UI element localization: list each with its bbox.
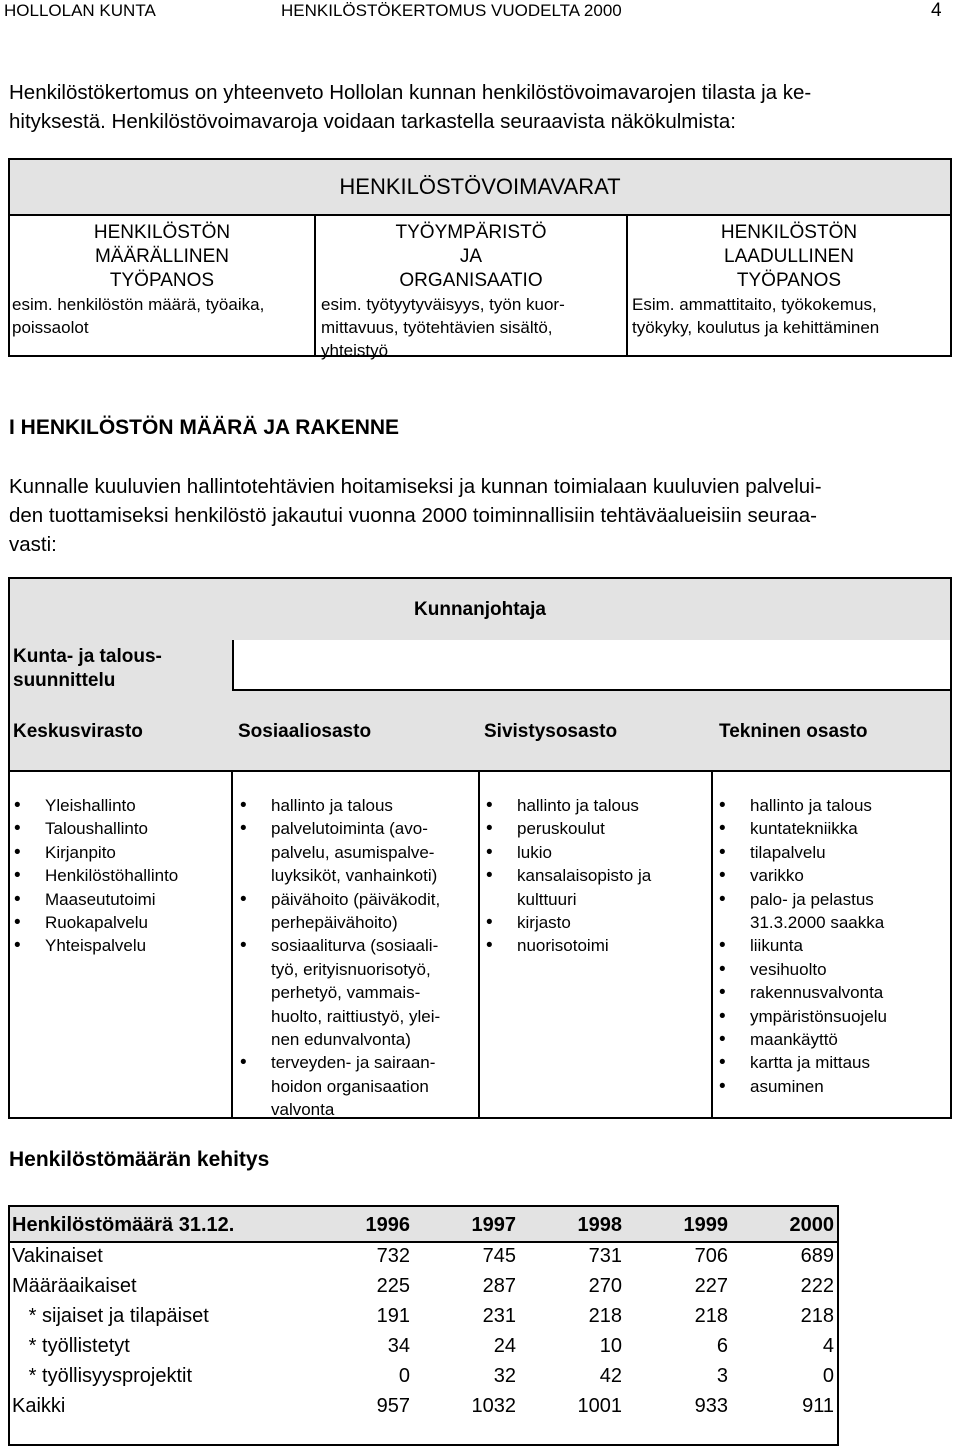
intro-line: hityksestä. Henkilöstövoimavaroja voidaan tarkastella seuraavista näkökulmista: <box>9 110 736 133</box>
org-kunta-talous <box>13 645 162 693</box>
list-item: • nuorisotoimi <box>482 934 651 957</box>
header-cell: 2000 <box>789 1214 834 1236</box>
sosiaaliosasto-list <box>236 794 440 1122</box>
org-top-kunnanjohtaja: Kunnanjohtaja <box>10 579 950 642</box>
sivistysosasto-list <box>482 794 651 958</box>
list-item: • kuntatekniikka <box>715 817 887 840</box>
framework-column-desc <box>316 293 626 362</box>
table-row: * sijaiset ja tilapäiset 191 231 218 218 218 <box>12 1305 834 1327</box>
desc-line: esim. henkilöstön määrä, työaika, <box>12 295 265 314</box>
framework-column-title <box>316 221 626 293</box>
org-chart <box>8 577 952 1119</box>
list-item: • palvelutoiminta (avo- palvelu, asumispalve- luyksiköt, vanhainkoti) <box>236 817 440 887</box>
list-item: • peruskoulut <box>482 817 651 840</box>
list-item: • päivähoito (päiväkodit, perhepäivähoito) <box>236 888 440 935</box>
list-item: • hallinto ja talous <box>715 794 887 817</box>
section-heading: I HENKILÖSTÖN MÄÄRÄ JA RAKENNE <box>9 416 400 439</box>
org-column-tekninen <box>711 770 950 1117</box>
list-item: • kirjasto <box>482 911 651 934</box>
list-item: • Yhteispalvelu <box>10 934 178 957</box>
list-item: • Henkilöstöhallinto <box>10 864 178 887</box>
framework-column-desc <box>10 293 314 339</box>
staff-heading: Henkilöstömäärän kehitys <box>9 1148 270 1171</box>
list-item: • kansalaisopisto ja kulttuuri <box>482 864 651 911</box>
header-title: HENKILÖSTÖKERTOMUS VUODELTA 2000 <box>281 1 622 20</box>
list-item: • asuminen <box>715 1075 887 1098</box>
framework-column-title <box>10 221 314 293</box>
table-row: Määräaikaiset 225 287 270 227 222 <box>12 1275 834 1297</box>
framework-column-environment <box>314 214 626 360</box>
header-cell: 1996 <box>365 1214 410 1236</box>
org-department-row <box>10 640 950 772</box>
title-line: HENKILÖSTÖN <box>720 222 858 243</box>
list-item: • lukio <box>482 841 651 864</box>
list-item: • Kirjanpito <box>10 841 178 864</box>
framework-column-qualitative <box>626 214 950 355</box>
title-line: HENKILÖSTÖN <box>93 222 231 243</box>
tekninen-list <box>715 794 887 1098</box>
framework-column-title <box>628 221 950 293</box>
org-column-sivistysosasto <box>478 770 713 1117</box>
dept-tekninen-osasto: Tekninen osasto <box>719 721 868 742</box>
list-item: • varikko <box>715 864 887 887</box>
intro-paragraph <box>9 78 944 136</box>
table-row: * työllisyysprojektit 0 32 42 3 0 <box>12 1365 834 1387</box>
header-cell: 1998 <box>577 1214 622 1236</box>
staff-table-header <box>10 1210 837 1240</box>
list-item: • Taloushallinto <box>10 817 178 840</box>
list-item: • kartta ja mittaus <box>715 1051 887 1074</box>
list-item: • Maaseututoimi <box>10 888 178 911</box>
org-column-keskusvirasto <box>10 770 231 1117</box>
section-line: Kunnalle kuuluvien hallintotehtävien hoitamiseksi ja kunnan toimialaan kuuluvien palvelui- <box>9 475 822 498</box>
list-item: • ympäristönsuojelu <box>715 1005 887 1028</box>
header-cell: Henkilöstömäärä 31.12. <box>12 1214 235 1236</box>
keskusvirasto-list <box>10 794 178 958</box>
section-line: vasti: <box>9 533 57 556</box>
list-item: • hallinto ja talous <box>236 794 440 817</box>
page-number: 4 <box>931 0 942 21</box>
list-item: • palo- ja pelastus 31.3.2000 saakka <box>715 888 887 935</box>
intro-line: Henkilöstökertomus on yhteenveto Hollolan kunnan henkilöstövoimavarojen tilasta ja ke- <box>9 81 812 104</box>
list-item: • maankäyttö <box>715 1028 887 1051</box>
title-line: ORGANISAATIO <box>399 270 543 291</box>
org-column-sosiaaliosasto <box>231 770 480 1120</box>
list-item: • Ruokapalvelu <box>10 911 178 934</box>
title-line: TYÖYMPÄRISTÖ <box>395 222 547 243</box>
desc-line: työkyky, koulutus ja kehittäminen <box>632 318 880 337</box>
kunta-line: Kunta- ja talous- <box>13 646 162 667</box>
desc-line: Esim. ammattitaito, työkokemus, <box>632 295 877 314</box>
dept-sosiaaliosasto: Sosiaaliosasto <box>238 721 372 742</box>
title-line: MÄÄRÄLLINEN <box>94 246 230 267</box>
title-line: TYÖPANOS <box>109 270 215 291</box>
desc-line: yhteistyö <box>321 341 389 360</box>
title-line: LAADULLINEN <box>724 246 854 267</box>
title-line: TYÖPANOS <box>736 270 842 291</box>
list-item: • rakennusvalvonta <box>715 981 887 1004</box>
list-item: • terveyden- ja sairaan- hoidon organisaation valvonta <box>236 1051 440 1121</box>
desc-line: mittavuus, työtehtävien sisältö, <box>321 318 553 337</box>
staff-table <box>8 1205 839 1446</box>
section-line: den tuottamiseksi henkilöstö jakautui vuonna 2000 toiminnallisiin tehtäväalueisiin seuraa- <box>9 504 817 527</box>
list-item: • tilapalvelu <box>715 841 887 864</box>
org-blank-cell <box>232 640 950 691</box>
table-row: Vakinaiset 732 745 731 706 689 <box>12 1245 834 1267</box>
list-item: • Yleishallinto <box>10 794 178 817</box>
framework-column-quantitative <box>10 214 314 355</box>
dept-sivistysosasto: Sivistysosasto <box>484 721 618 742</box>
list-item: • sosiaaliturva (sosiaali- työ, erityisnuorisotyö, perhetyö, vammais- huolto, raittiustyö, ylei- nen edunvalvonta) <box>236 934 440 1051</box>
table-row: * työllistetyt 34 24 10 6 4 <box>12 1335 834 1357</box>
title-line: JA <box>459 246 483 267</box>
list-item: • hallinto ja talous <box>482 794 651 817</box>
header-cell: 1999 <box>683 1214 728 1236</box>
list-item: • liikunta <box>715 934 887 957</box>
list-item: • vesihuolto <box>715 958 887 981</box>
table-row: Kaikki 957 1032 1001 933 911 <box>12 1395 834 1417</box>
framework-table <box>8 158 952 360</box>
dept-keskusvirasto: Keskusvirasto <box>13 721 143 742</box>
kunta-line: suunnittelu <box>13 670 116 691</box>
framework-column-desc <box>628 293 950 339</box>
header-cell: 1997 <box>471 1214 516 1236</box>
desc-line: poissaolot <box>12 318 89 337</box>
desc-line: esim. työtyytyväisyys, työn kuor- <box>321 295 565 314</box>
framework-title: HENKILÖSTÖVOIMAVARAT <box>10 160 950 216</box>
section-paragraph <box>9 472 944 559</box>
header-org: HOLLOLAN KUNTA <box>4 1 156 20</box>
